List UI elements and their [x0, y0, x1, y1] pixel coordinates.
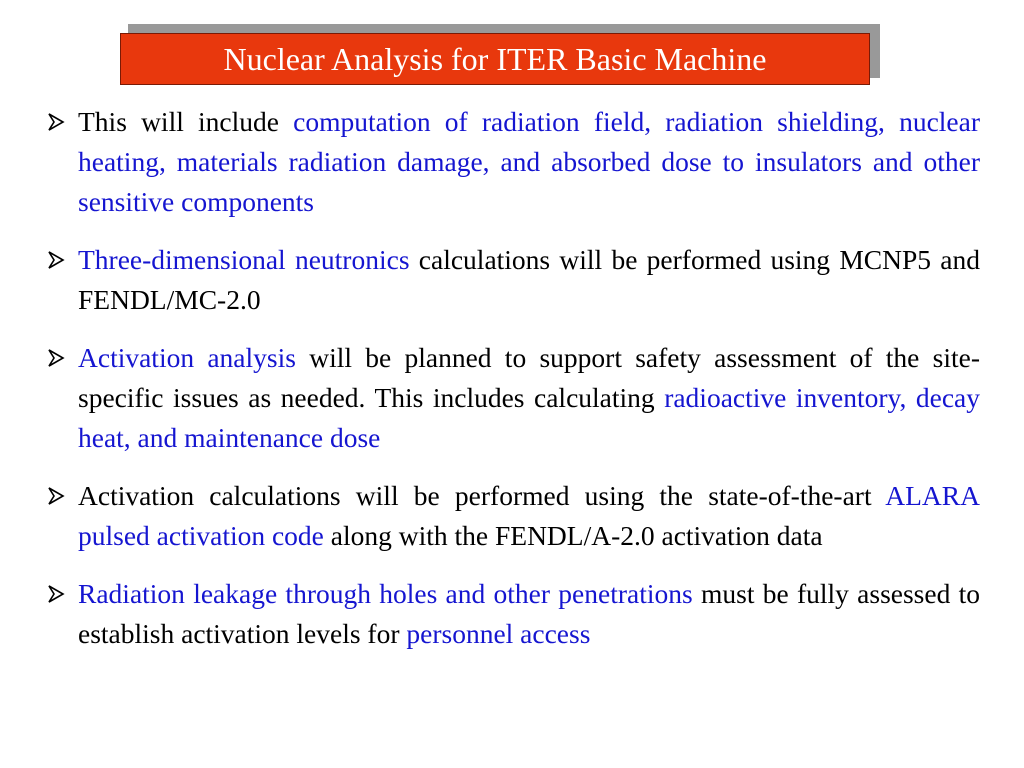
highlighted-text: personnel access	[406, 618, 591, 649]
body-text: Activation calculations will be performed using the state-of-the-art	[78, 480, 886, 511]
body-text: This will include	[78, 106, 294, 137]
bullet-item	[44, 102, 980, 222]
body-text: will be planned to support safety assessment of the site-specific issues as needed. This includes calculating	[78, 342, 980, 413]
bullet-item	[44, 338, 980, 458]
highlighted-text: radioactive inventory, decay heat, and maintenance dose	[78, 382, 980, 453]
arrow-bullet-icon	[47, 349, 65, 367]
bullet-item	[44, 240, 980, 320]
title-banner	[120, 33, 870, 85]
highlighted-text: ALARA pulsed activation code	[78, 480, 980, 551]
highlighted-text: computation of radiation field, radiation shielding, nuclear heating, materials radiation damage, and absorbed dose to insulators and other sensitive components	[78, 106, 980, 217]
bullet-item	[44, 574, 980, 654]
bullet-item	[44, 476, 980, 556]
bullet-list	[44, 102, 980, 672]
arrow-bullet-icon	[47, 585, 65, 603]
highlighted-text: Activation analysis	[78, 342, 296, 373]
arrow-bullet-icon	[47, 113, 65, 131]
highlighted-text: Radiation leakage through holes and other penetrations	[78, 578, 693, 609]
highlighted-text: Three-dimensional neutronics	[78, 244, 410, 275]
arrow-bullet-icon	[47, 251, 65, 269]
arrow-bullet-icon	[47, 487, 65, 505]
body-text: must be fully assessed to establish activation levels for	[78, 578, 981, 649]
slide-title: Nuclear Analysis for ITER Basic Machine	[223, 41, 767, 77]
body-text: calculations will be performed using MCNP5 and FENDL/MC-2.0	[78, 244, 980, 315]
body-text: along with the FENDL/A-2.0 activation data	[323, 520, 823, 551]
